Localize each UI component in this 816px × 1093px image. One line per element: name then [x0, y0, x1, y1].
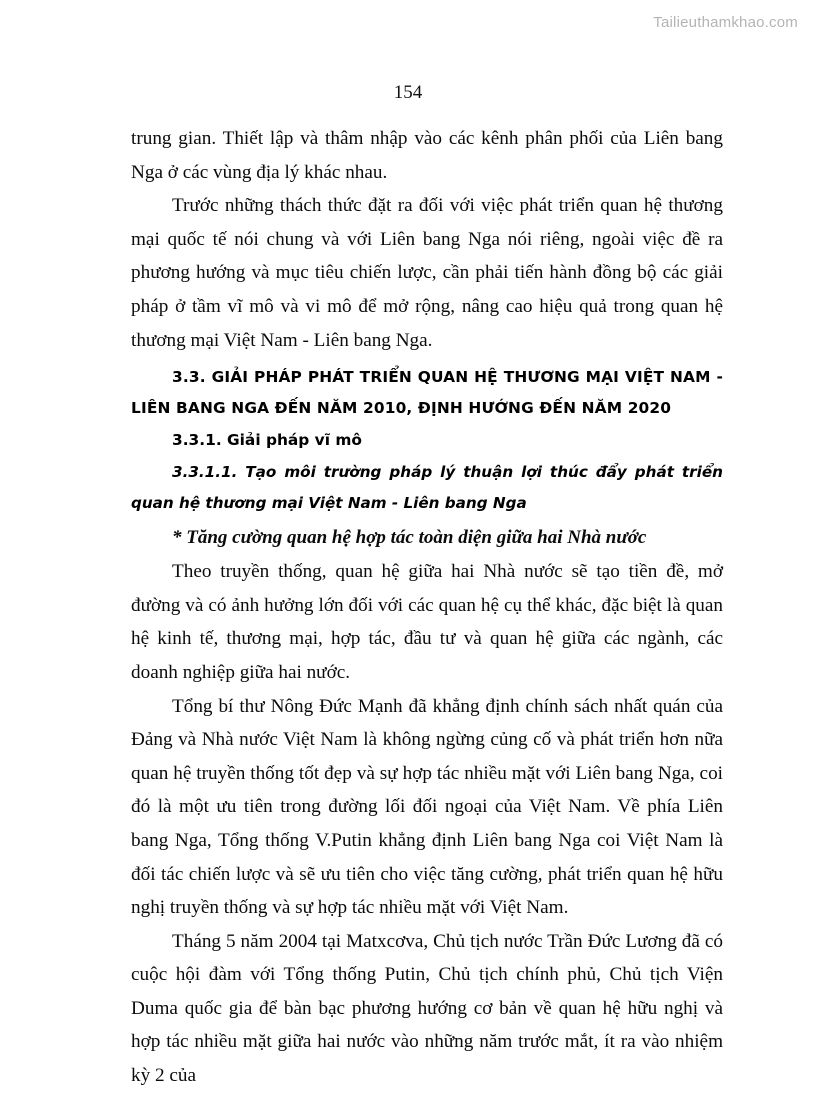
paragraph: Tháng 5 năm 2004 tại Matxcơva, Chủ tịch nước Trần Đức Lương đã có cuộc hội đàm với Tổng thống Putin, Chủ tịch chính phủ, Chủ tịch Viện Duma quốc gia để bàn bạc phương hướng cơ bản về quan hệ hữu nghị và hợp tác nhiều mặt giữa hai nước vào những năm trước mắt, ít ra vào nhiệm kỳ 2 của	[131, 930, 723, 1087]
site-watermark: Tailieuthamkhao.com	[653, 14, 798, 31]
page-body-text	[131, 122, 723, 1093]
paragraph: Theo truyền thống, quan hệ giữa hai Nhà nước sẽ tạo tiền đề, mở đường và có ảnh hưởng lớn đối với các quan hệ cụ thể khác, đặc biệt là quan hệ kinh tế, thương mại, hợp tác, đầu tư và quan hệ giữa các ngành, các doanh nghiệp giữa hai nước.	[131, 561, 723, 683]
paragraph-continued: trung gian. Thiết lập và thâm nhập vào các kênh phân phối của Liên bang Nga ở các vùng địa lý khác nhau.	[131, 128, 723, 183]
page-number: 154	[393, 82, 423, 103]
section-heading-3-3: 3.3. GIẢI PHÁP PHÁT TRIỂN QUAN HỆ THƯƠNG MẠI VIỆT NAM - LIÊN BANG NGA ĐẾN NĂM 2010, ĐỊNH HƯỚNG ĐẾN NĂM 2020	[131, 368, 723, 418]
paragraph: Trước những thách thức đặt ra đối với việc phát triển quan hệ thương mại quốc tế nói chung và với Liên bang Nga nói riêng, ngoài việc đề ra phương hướng và mục tiêu chiến lược, cần phải tiến hành đồng bộ các giải pháp ở tầm vĩ mô và vi mô để mở rộng, nâng cao hiệu quả trong quan hệ thương mại Việt Nam - Liên bang Nga.	[131, 195, 723, 351]
paragraph: Tổng bí thư Nông Đức Mạnh đã khẳng định chính sách nhất quán của Đảng và Nhà nước Việt Nam là không ngừng củng cố và phát triển hơn nữa quan hệ truyền thống tốt đẹp và sự hợp tác nhiều mặt với Liên bang Nga, coi đó là một ưu tiên trong đường lối đối ngoại của Việt Nam. Về phía Liên bang Nga, Tổng thống V.Putin khẳng định Liên bang Nga coi Việt Nam là đối tác chiến lược và sẽ ưu tiên cho việc tăng cường, phát triển quan hệ hữu nghị truyền thống và sự hợp tác nhiều mặt với Việt Nam.	[131, 695, 723, 919]
subsection-star-heading: * Tăng cường quan hệ hợp tác toàn diện giữa hai Nhà nước	[172, 527, 647, 549]
section-heading-3-3-1-1: 3.3.1.1. Tạo môi trường pháp lý thuận lợi thúc đẩy phát triển quan hệ thương mại Việt Nam - Liên bang Nga	[131, 463, 723, 513]
section-heading-3-3-1: 3.3.1. Giải pháp vĩ mô	[172, 431, 362, 450]
